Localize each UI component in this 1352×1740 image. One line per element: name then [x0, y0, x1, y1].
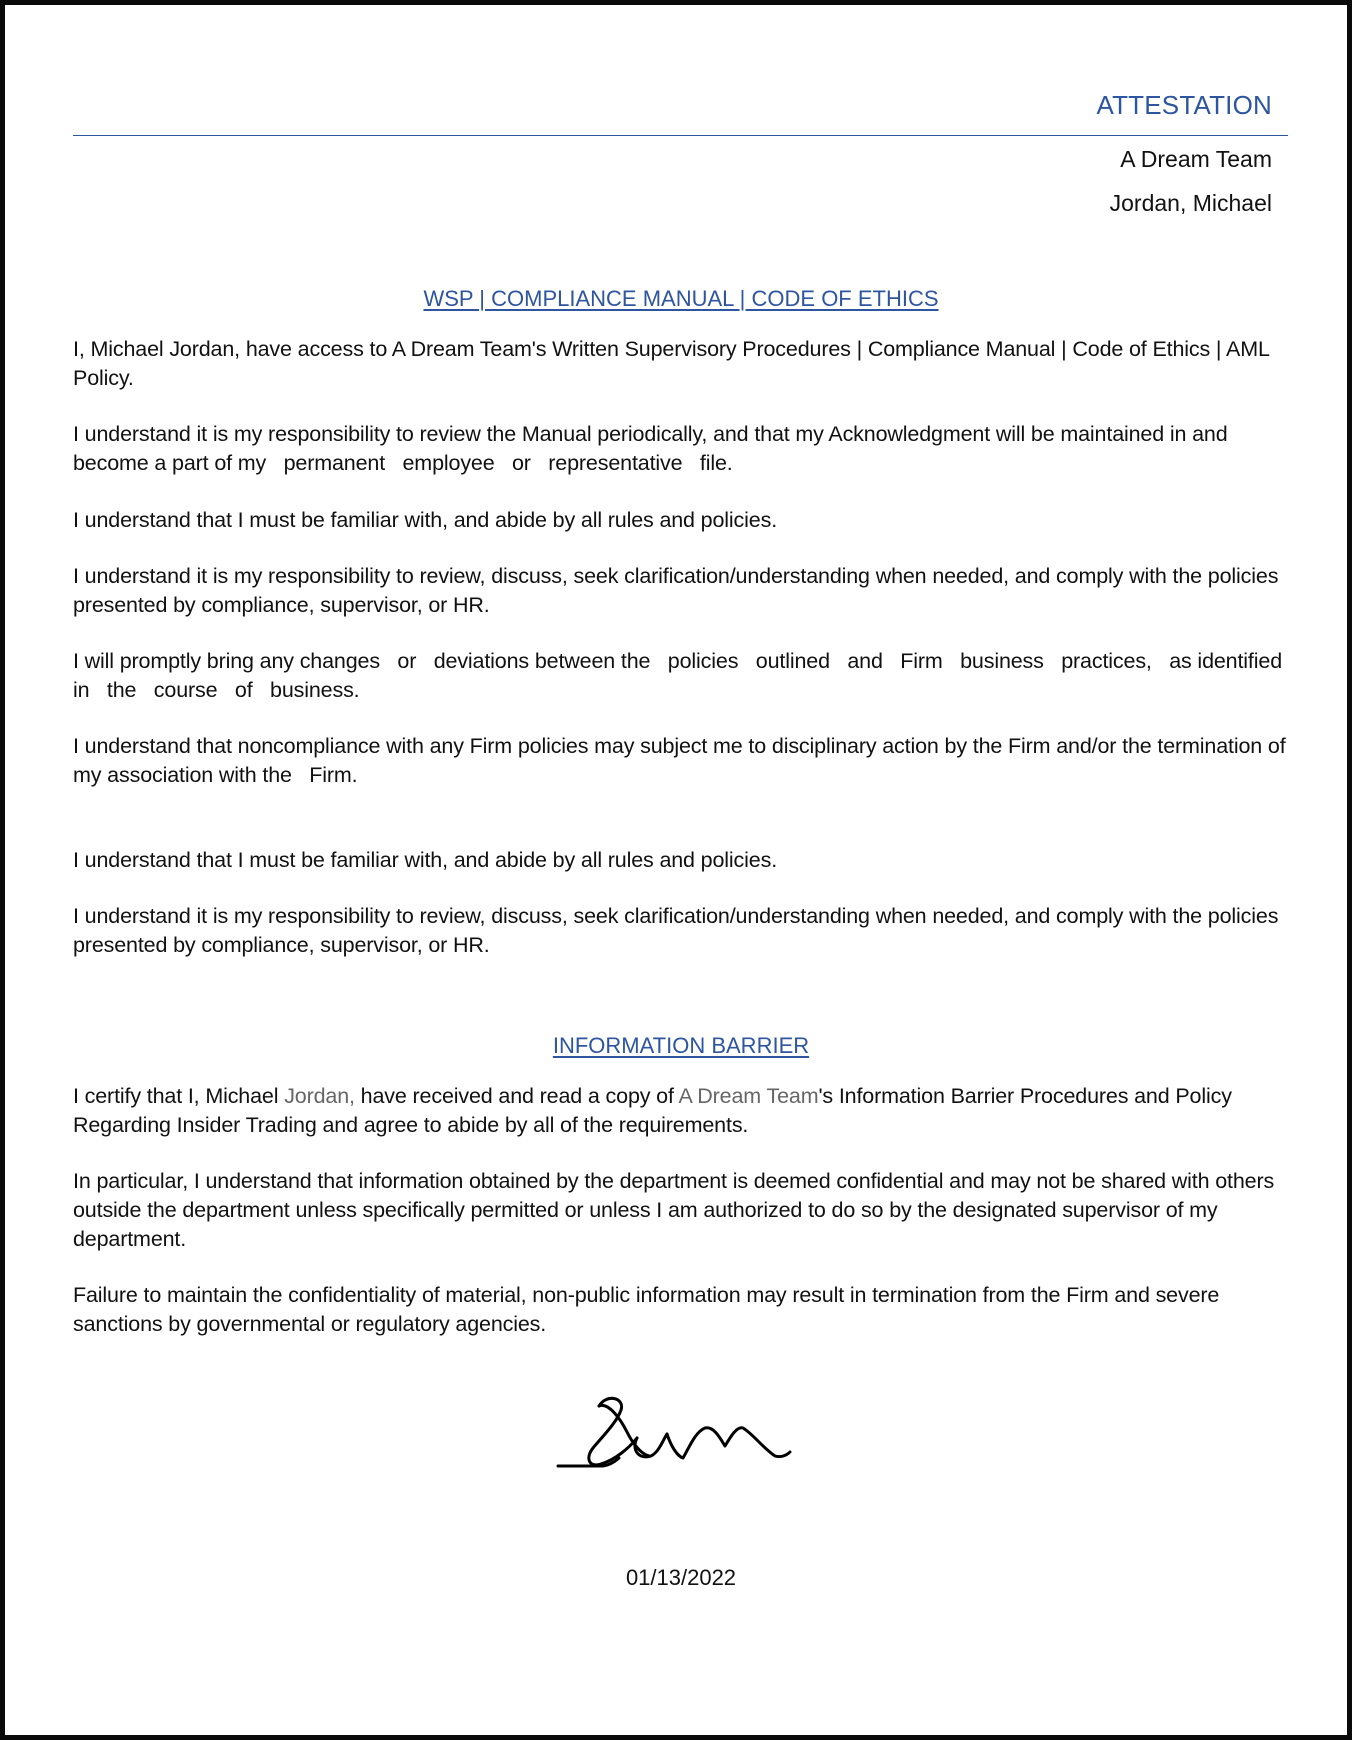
certify-suffix: 's Information Barrier Procedures and Policy Regarding Insider Trading and agree to abide by all of the requirements.: [73, 1084, 1232, 1137]
wsp-paragraph-report-deviations: I will promptly bring any changes or deviations between the policies outlined and Firm business practices, as identified in the course of business.: [73, 649, 1300, 702]
wsp-paragraph-familiar-rules-repeat: I understand that I must be familiar with, and abide by all rules and policies.: [73, 848, 778, 872]
header-divider: [73, 135, 1288, 136]
wsp-paragraph-familiar-rules: I understand that I must be familiar with, and abide by all rules and policies.: [73, 508, 778, 532]
employee-name: Jordan, Michael: [1109, 190, 1272, 216]
certify-middle: have received and read a copy of: [354, 1084, 679, 1108]
signature-date: 01/13/2022: [625, 1565, 737, 1590]
certify-name-field: Jordan,: [284, 1084, 355, 1108]
wsp-paragraph-review-discuss: I understand it is my responsibility to review, discuss, seek clarification/understanding when needed, and comply with the policies presented by compliance, supervisor, or HR.: [73, 564, 1279, 617]
barrier-certify-paragraph: [73, 1082, 1288, 1140]
information-barrier-heading[interactable]: INFORMATION BARRIER: [552, 1033, 810, 1058]
firm-name: A Dream Team: [1120, 146, 1272, 172]
certify-prefix: I certify that I, Michael: [73, 1084, 285, 1108]
wsp-paragraph-noncompliance: I understand that noncompliance with any Firm policies may subject me to disciplinary action by the Firm and/or the termination of my association with the Firm.: [73, 734, 1292, 787]
document-title: ATTESTATION: [1096, 90, 1272, 120]
barrier-paragraph-failure: Failure to maintain the confidentiality of material, non-public information may result in termination from the Firm and severe sanctions by governmental or regulatory agencies.: [73, 1283, 1220, 1336]
handwritten-signature: [553, 1388, 793, 1474]
certify-firm-field: A Dream Team: [678, 1084, 819, 1108]
wsp-section-heading[interactable]: WSP | COMPLIANCE MANUAL | CODE OF ETHICS: [423, 286, 939, 311]
wsp-paragraph-review-manual: I understand it is my responsibility to review the Manual periodically, and that my Acknowledgment will be maintained in and become a part of my permanent employee or representative file.: [73, 422, 1234, 475]
wsp-paragraph-review-discuss-repeat: I understand it is my responsibility to review, discuss, seek clarification/understanding when needed, and comply with the policies presented by compliance, supervisor, or HR.: [73, 904, 1279, 957]
wsp-paragraph-access: I, Michael Jordan, have access to A Dream Team's Written Supervisory Procedures | Compliance Manual | Code of Ethics | AML Policy.: [73, 337, 1269, 390]
barrier-paragraph-confidential: In particular, I understand that information obtained by the department is deemed confidential and may not be shared with others outside the department unless specifically permitted or unless I am authorized to do so by the designated supervisor of my department.: [73, 1169, 1275, 1251]
